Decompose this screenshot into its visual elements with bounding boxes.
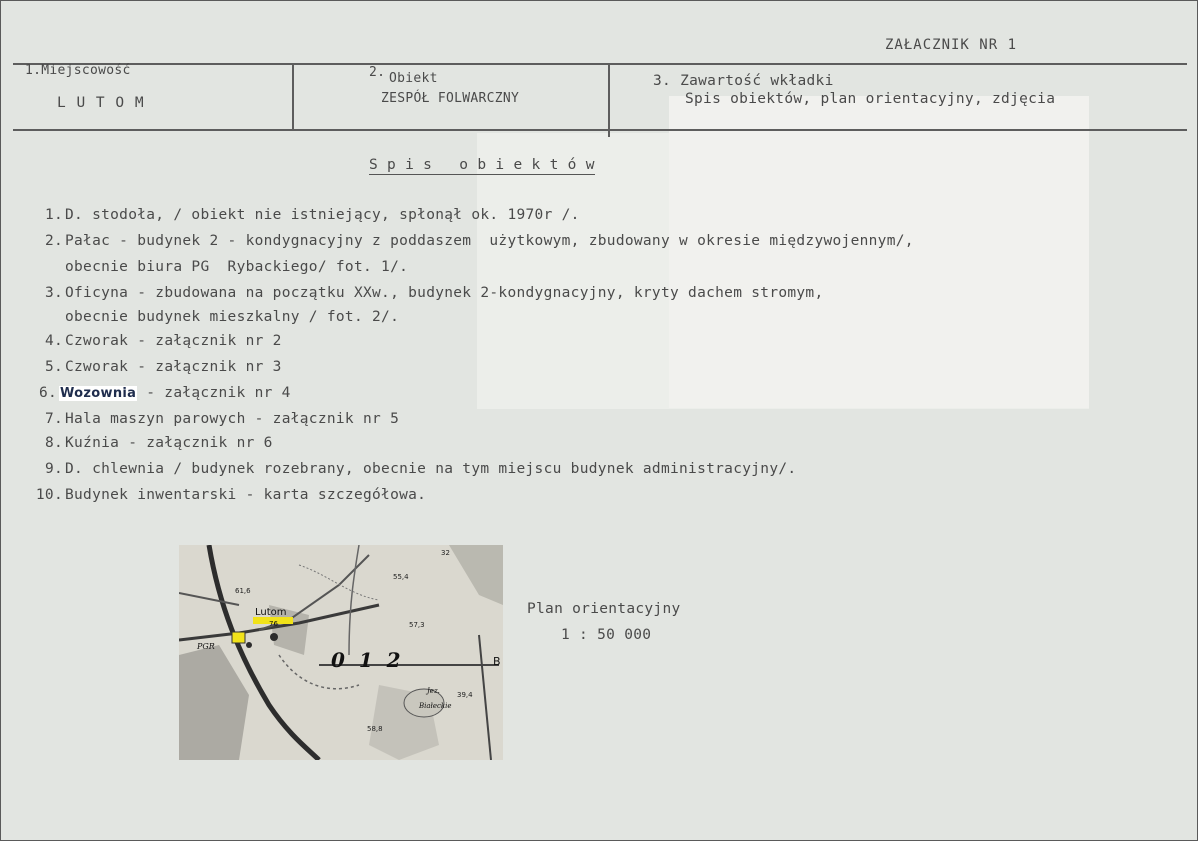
list-item-continuation: obecnie biura PG Rybackiego/ fot. 1/. [65,259,409,275]
list-item: 9. D. chlewnia / budynek rozebrany, obecnie na tym miejscu budynek administracyjny/. [44,461,797,477]
list-item: 1. D. stodoła, / obiekt nie istniejący, spłonął ok. 1970r /. [44,207,580,223]
map-spot-height: 39,4 [457,691,473,699]
list-item: 10. Budynek inwentarski - karta szczegółowa. [35,487,427,503]
map-lake-label: Jez. [427,687,440,695]
map-spot-height: 58,8 [367,725,383,733]
object-label: Obiekt [389,71,438,86]
map-town-label: Lutom [255,607,287,618]
map-caption: Plan orientacyjny [527,601,681,617]
stamped-word: Wozownia [60,386,137,401]
map-edge-label: B [493,655,501,668]
header-divider-1 [292,63,294,131]
orientation-map [179,545,503,760]
locality-label: 1.Miejscowość [25,63,131,78]
list-item: 3. Oficyna - zbudowana na początku XXw., budynek 2-kondygnacyjny, kryty dachem stromym, [44,285,824,301]
contents-label: 3. Zawartość wkładki [653,73,834,89]
header-top-rule [13,63,1187,65]
list-item: 6. Wozownia - załącznik nr 4 [38,385,291,401]
map-spot-height: 61,6 [235,587,251,595]
list-item: 2. Pałac - budynek 2 - kondygnacyjny z poddaszem użytkowym, zbudowany w okresie międzywojennym/, [44,233,914,249]
list-item: 8. Kuźnia - załącznik nr 6 [44,435,273,451]
map-height-label: 76 [269,620,278,628]
list-item: 4. Czworak - załącznik nr 2 [44,333,282,349]
section-title: S p i s o b i e k t ó w [369,157,595,173]
map-handwritten-scale: 0 1 2 [331,648,401,672]
map-lake-name: Białeckie [419,702,452,710]
annex-label: ZAŁACZNIK NR 1 [885,37,1018,53]
object-number: 2. [369,65,386,80]
object-value: ZESPÓŁ FOLWARCZNY [381,91,520,106]
contents-value: Spis obiektów, plan orientacyjny, zdjęcia [685,91,1056,107]
list-item-continuation: obecnie budynek mieszkalny / fot. 2/. [65,309,400,325]
map-spot-height: 32 [441,549,450,557]
map-spot-height: 55,4 [393,573,409,581]
locality-value: L U T O M [57,95,145,111]
list-item: 7. Hala maszyn parowych - załącznik nr 5 [44,411,400,427]
header-bottom-rule [13,129,1187,131]
header-divider-2 [608,63,610,137]
map-spot-height: 57,3 [409,621,425,629]
list-item: 5. Czworak - załącznik nr 3 [44,359,282,375]
map-pgr-label: PGR [197,642,215,651]
map-scale: 1 : 50 000 [561,627,652,643]
paper-patch-right [669,96,1089,408]
map-drawing [179,545,503,760]
